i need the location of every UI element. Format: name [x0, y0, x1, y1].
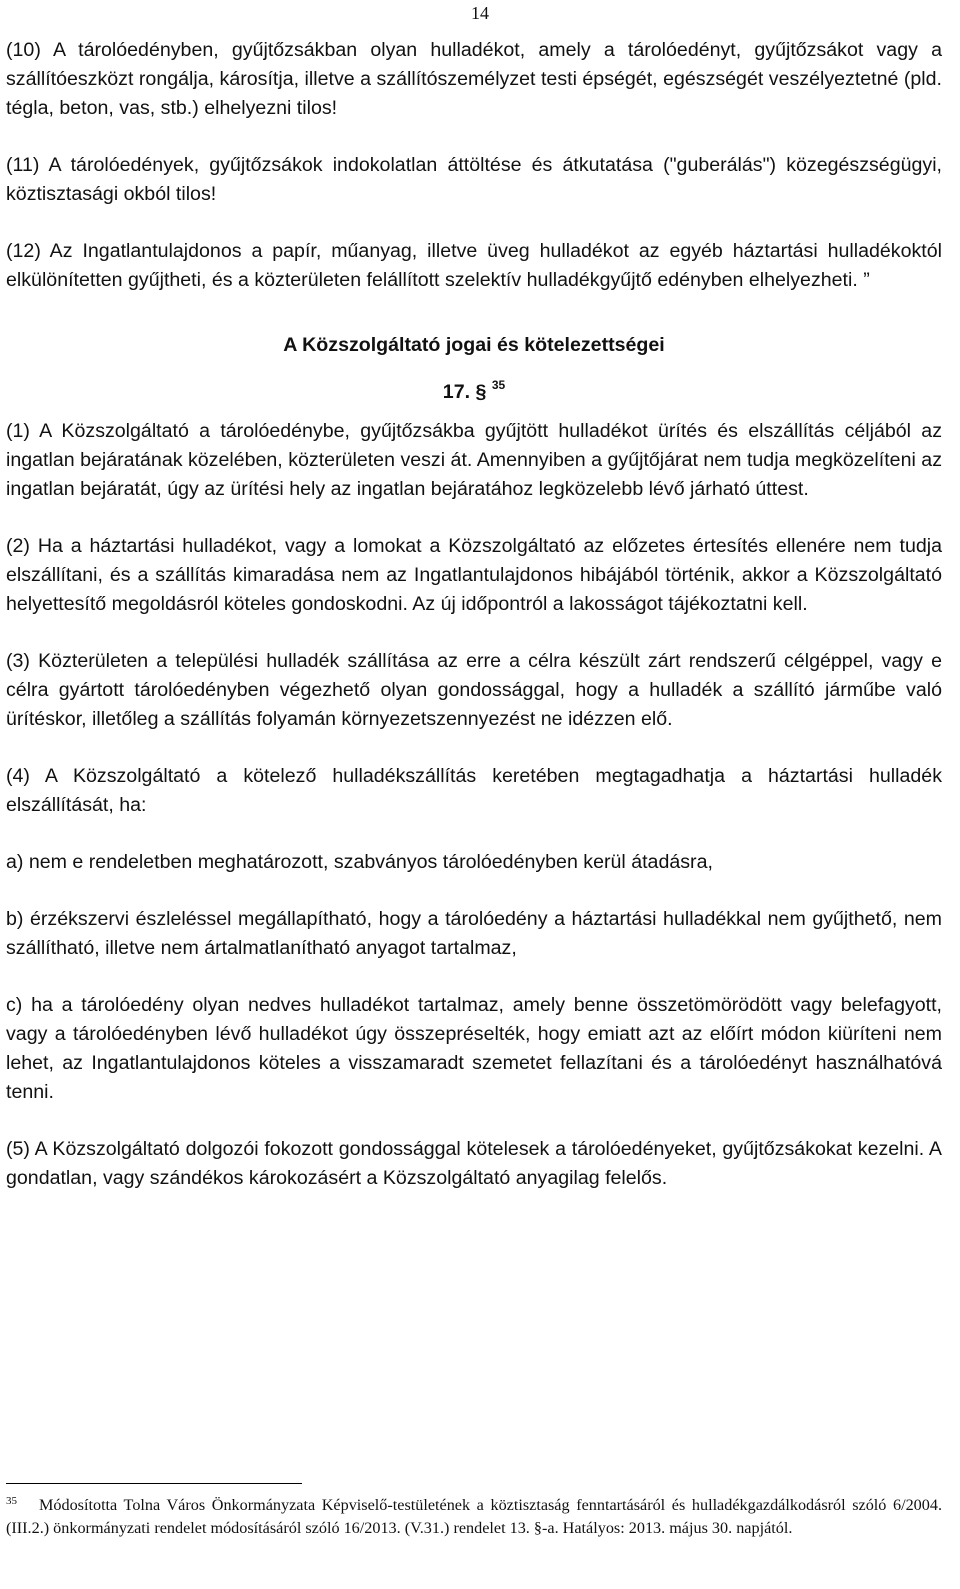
section-number-block	[6, 378, 942, 407]
page-number: 14	[471, 3, 489, 23]
footnote	[6, 1494, 942, 1540]
footnote-number: 35	[6, 1495, 17, 1507]
paragraph-1: (1) A Közszolgáltató a tárolóedénybe, gyűjtőzsákba gyűjtött hulladékot ürítés és elszállítás céljából az ingatlan bejáratának közelében, közterületen veszi át. Amennyiben a gyűjtőjárat nem tudja megközelíteni az ingatlan bejáratát, úgy az ürítési hely az ingatlan bejáratához legközelebb lévő járható úttest.	[6, 420, 942, 500]
list-item-c: c) ha a tárolóedény olyan nedves hulladékot tartalmaz, amely benne összetömörödött vagy belefagyott, vagy a tárolóedényben lévő hulladékot úgy összepréselték, hogy emiatt azt az előírt módon kiüríteni nem lehet, az Ingatlantulajdonos köteles a visszamaradt szemetet fellazítani és a tárolóedényt használhatóvá tenni.	[6, 994, 942, 1103]
footnote-reference[interactable]: 35	[491, 378, 506, 392]
paragraph-10: (10) A tárolóedényben, gyűjtőzsákban olyan hulladékot, amely a tárolóedényt, gyűjtőzsákot vagy a szállítóeszközt rongálja, károsítja, illetve a szállítószemélyzet testi épségét, egészségét veszélyeztetné (pld. tégla, beton, vas, stb.) elhelyezni tilos!	[6, 39, 942, 119]
paragraph-2: (2) Ha a háztartási hulladékot, vagy a lomokat a Közszolgáltató az előzetes értesítés ellenére nem tudja elszállítani, és a szállítás kimaradása nem az Ingatlantulajdonos hibájából történik, akkor a Közszolgáltató helyettesítő megoldásról köteles gondoskodni. Az új időpontról a lakosságot tájékoztatni kell.	[6, 535, 942, 615]
footnote-text: Módosította Tolna Város Önkormányzata Képviselő-testületének a köztisztaság fenntartásáról és hulladékgazdálkodásról szóló 6/2004. (III.2.) önkormányzati rendelet módosításáról szóló 16/2013. (V.31.) rendelet 13. §-a. Hatályos: 2013. május 30. napjától.	[6, 1496, 942, 1537]
list-item-a: a) nem e rendeletben meghatározott, szabványos tárolóedényben kerül átadásra,	[6, 851, 713, 873]
paragraph-5: (5) A Közszolgáltató dolgozói fokozott gondossággal kötelesek a tárolóedényeket, gyűjtőzsákokat kezelni. A gondatlan, vagy szándékos károkozásért a Közszolgáltató anyagilag felelős.	[6, 1138, 942, 1189]
section-heading: A Közszolgáltató jogai és kötelezettségei	[283, 334, 665, 356]
paragraph-4: (4) A Közszolgáltató a kötelező hulladékszállítás keretében megtagadhatja a háztartási hulladék elszállítását, ha:	[6, 765, 942, 816]
paragraph-12: (12) Az Ingatlantulajdonos a papír, műanyag, illetve üveg hulladékot az egyéb háztartási hulladékoktól elkülönítetten gyűjtheti, és a közterületen felállított szelektív hulladékgyűjtő edényben elhelyezheti. ”	[6, 240, 942, 291]
list-item-b: b) érzékszervi észleléssel megállapítható, hogy a tárolóedény a háztartási hulladékkal nem gyűjthető, nem szállítható, illetve nem ártalmatlanítható anyagot tartalmaz,	[6, 908, 942, 959]
document-body	[6, 36, 942, 1221]
paragraph-3: (3) Közterületen a települési hulladék szállítása az erre a célra készült zárt rendszerű célgéppel, vagy e célra gyártott tárolóedényben végezhető olyan gondossággal, hogy a hulladék a szállító járműbe való ürítéskor, illetőleg a szállítás folyamán környezetszennyezést ne idézzen elő.	[6, 650, 942, 730]
section-number: 17. §	[442, 381, 487, 403]
footnote-divider	[6, 1483, 302, 1484]
paragraph-11: (11) A tárolóedények, gyűjtőzsákok indokolatlan áttöltése és átkutatása ("guberálás") közegészségügyi, köztisztasági okból tilos!	[6, 154, 942, 205]
